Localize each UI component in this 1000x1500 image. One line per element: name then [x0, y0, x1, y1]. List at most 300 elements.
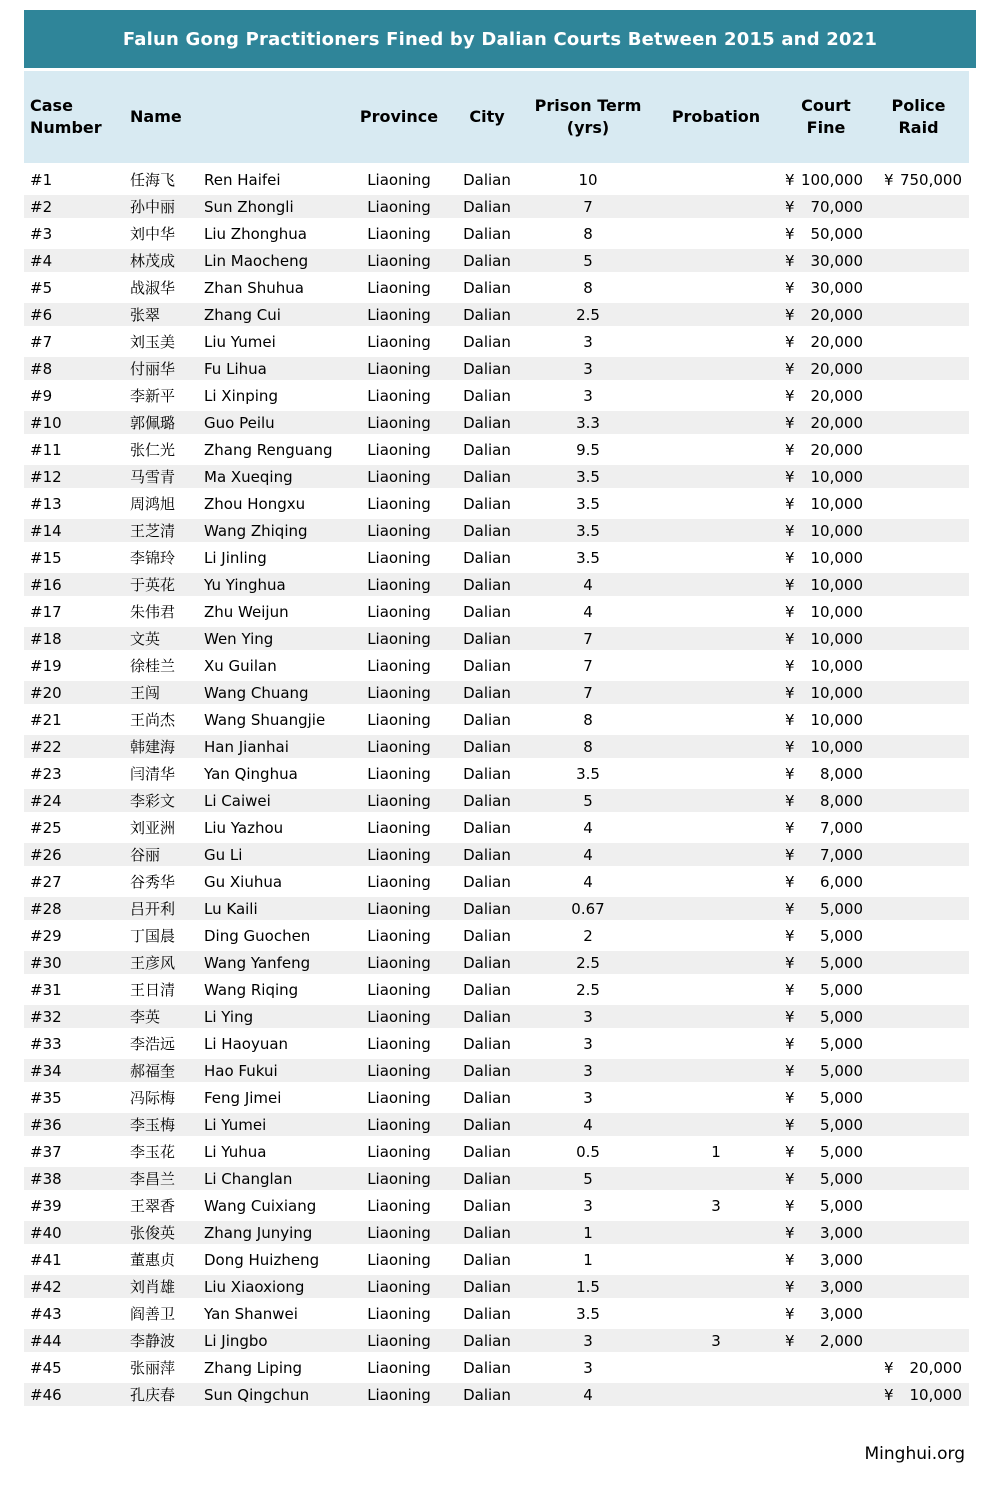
- court-fine-cell: [784, 870, 868, 897]
- probation-cell: [648, 789, 784, 816]
- table-row: [24, 978, 969, 1005]
- name-english-cell: Ma Xueqing: [204, 465, 352, 492]
- probation-cell: [648, 438, 784, 465]
- case-number-cell: #23: [24, 762, 128, 789]
- table-row: [24, 1248, 969, 1275]
- province-cell: Liaoning: [352, 357, 446, 384]
- name-english-cell: Liu Yumei: [204, 330, 352, 357]
- police-raid-cell: [868, 924, 969, 951]
- name-english-cell: Yu Yinghua: [204, 573, 352, 600]
- table-row: [24, 1113, 969, 1140]
- police-raid-cell: [868, 1140, 969, 1167]
- amount: 7,000: [820, 818, 863, 837]
- name-chinese-cell: 刘肖雄: [128, 1275, 204, 1302]
- city-cell: Dalian: [446, 357, 528, 384]
- probation-cell: [648, 843, 784, 870]
- province-cell: Liaoning: [352, 681, 446, 708]
- police-raid-cell: [868, 195, 969, 222]
- name-chinese-cell: 李玉花: [128, 1140, 204, 1167]
- amount: 5,000: [820, 1115, 863, 1134]
- probation-cell: [648, 978, 784, 1005]
- amount: 70,000: [810, 197, 863, 216]
- amount: 5,000: [820, 1061, 863, 1080]
- city-cell: Dalian: [446, 384, 528, 411]
- prison-term-cell: 3: [528, 384, 648, 411]
- table-row: [24, 492, 969, 519]
- name-english-cell: Yan Qinghua: [204, 762, 352, 789]
- police-raid-cell: [868, 681, 969, 708]
- case-number-cell: #42: [24, 1275, 128, 1302]
- case-number-cell: #6: [24, 303, 128, 330]
- currency-symbol: ¥: [884, 1385, 894, 1404]
- court-fine-cell: [784, 438, 868, 465]
- court-fine-cell: [784, 546, 868, 573]
- province-cell: Liaoning: [352, 816, 446, 843]
- province-cell: Liaoning: [352, 1248, 446, 1275]
- name-chinese-cell: 张翠: [128, 303, 204, 330]
- police-raid-cell: [868, 897, 969, 924]
- prison-term-cell: 3.5: [528, 465, 648, 492]
- case-number-cell: #29: [24, 924, 128, 951]
- court-fine-cell: [784, 1302, 868, 1329]
- name-chinese-cell: 王日清: [128, 978, 204, 1005]
- case-number-cell: #4: [24, 249, 128, 276]
- province-cell: Liaoning: [352, 1005, 446, 1032]
- province-cell: Liaoning: [352, 1140, 446, 1167]
- province-cell: Liaoning: [352, 951, 446, 978]
- name-chinese-cell: 李新平: [128, 384, 204, 411]
- amount: 10,000: [810, 602, 863, 621]
- amount: 10,000: [810, 521, 863, 540]
- police-raid-cell: [868, 1275, 969, 1302]
- city-cell: Dalian: [446, 438, 528, 465]
- currency-symbol: ¥: [785, 548, 795, 567]
- city-cell: Dalian: [446, 708, 528, 735]
- name-chinese-cell: 任海飞: [128, 168, 204, 195]
- province-cell: Liaoning: [352, 1329, 446, 1356]
- court-fine-cell: [784, 708, 868, 735]
- amount: 50,000: [810, 224, 863, 243]
- table-row: [24, 195, 969, 222]
- currency-symbol: ¥: [785, 899, 795, 918]
- name-english-cell: Liu Yazhou: [204, 816, 352, 843]
- case-number-cell: #32: [24, 1005, 128, 1032]
- police-raid-cell: [868, 330, 969, 357]
- probation-cell: [648, 924, 784, 951]
- amount: 3,000: [820, 1304, 863, 1323]
- table-row: [24, 1329, 969, 1356]
- police-raid-cell: [868, 1356, 969, 1383]
- prison-term-cell: 8: [528, 222, 648, 249]
- city-cell: Dalian: [446, 1248, 528, 1275]
- amount: 8,000: [820, 764, 863, 783]
- table-row: [24, 708, 969, 735]
- police-raid-cell: [868, 1113, 969, 1140]
- amount: 20,000: [810, 332, 863, 351]
- name-english-cell: Wang Yanfeng: [204, 951, 352, 978]
- table-row: [24, 384, 969, 411]
- amount: 20,000: [810, 305, 863, 324]
- court-fine-cell: [784, 627, 868, 654]
- police-raid-cell: [868, 411, 969, 438]
- case-number-cell: #12: [24, 465, 128, 492]
- name-english-cell: Zhang Liping: [204, 1356, 352, 1383]
- court-fine-cell: [784, 222, 868, 249]
- police-raid-cell: [868, 762, 969, 789]
- prison-term-cell: 3: [528, 1005, 648, 1032]
- police-raid-cell: [868, 843, 969, 870]
- name-english-cell: Li Caiwei: [204, 789, 352, 816]
- name-chinese-cell: 林茂成: [128, 249, 204, 276]
- probation-cell: 1: [648, 1140, 784, 1167]
- name-chinese-cell: 王尚杰: [128, 708, 204, 735]
- police-raid-cell: [868, 1302, 969, 1329]
- city-cell: Dalian: [446, 1302, 528, 1329]
- currency-symbol: ¥: [785, 818, 795, 837]
- court-fine-cell: [784, 465, 868, 492]
- court-fine-cell: [784, 1383, 868, 1410]
- case-number-cell: #8: [24, 357, 128, 384]
- province-cell: Liaoning: [352, 303, 446, 330]
- currency-symbol: ¥: [785, 683, 795, 702]
- province-cell: Liaoning: [352, 546, 446, 573]
- table-row: [24, 1086, 969, 1113]
- province-cell: Liaoning: [352, 411, 446, 438]
- police-raid-cell: [868, 735, 969, 762]
- city-cell: Dalian: [446, 1005, 528, 1032]
- city-cell: Dalian: [446, 600, 528, 627]
- province-cell: Liaoning: [352, 330, 446, 357]
- court-fine-cell: [784, 492, 868, 519]
- case-number-cell: #5: [24, 276, 128, 303]
- table-row: [24, 1059, 969, 1086]
- currency-symbol: ¥: [785, 494, 795, 513]
- name-english-cell: Gu Li: [204, 843, 352, 870]
- amount: 10,000: [810, 656, 863, 675]
- court-fine-cell: [784, 330, 868, 357]
- table-row: [24, 249, 969, 276]
- court-fine-cell: [784, 924, 868, 951]
- name-chinese-cell: 王芝清: [128, 519, 204, 546]
- table-row: [24, 1005, 969, 1032]
- source-credit: Minghui.org: [864, 1444, 965, 1464]
- amount: 3,000: [820, 1250, 863, 1269]
- prison-term-cell: 3.5: [528, 546, 648, 573]
- name-english-cell: Wang Chuang: [204, 681, 352, 708]
- court-fine-cell: [784, 681, 868, 708]
- court-fine-cell: [784, 762, 868, 789]
- prison-term-cell: 5: [528, 249, 648, 276]
- currency-symbol: ¥: [785, 575, 795, 594]
- city-cell: Dalian: [446, 168, 528, 195]
- city-cell: Dalian: [446, 1275, 528, 1302]
- police-raid-cell: [868, 438, 969, 465]
- prison-term-cell: 2: [528, 924, 648, 951]
- currency-symbol: ¥: [785, 845, 795, 864]
- probation-cell: [648, 1113, 784, 1140]
- amount: 20,000: [810, 359, 863, 378]
- probation-cell: [648, 1167, 784, 1194]
- table-row: [24, 681, 969, 708]
- city-cell: Dalian: [446, 1032, 528, 1059]
- probation-cell: [648, 627, 784, 654]
- court-fine-cell: [784, 1032, 868, 1059]
- prison-term-cell: 7: [528, 681, 648, 708]
- currency-symbol: ¥: [785, 1250, 795, 1269]
- prison-term-cell: 2.5: [528, 951, 648, 978]
- currency-symbol: ¥: [785, 1277, 795, 1296]
- prison-term-cell: 2.5: [528, 978, 648, 1005]
- name-english-cell: Ding Guochen: [204, 924, 352, 951]
- city-cell: Dalian: [446, 573, 528, 600]
- court-fine-cell: [784, 303, 868, 330]
- name-english-cell: Wang Riqing: [204, 978, 352, 1005]
- name-chinese-cell: 谷丽: [128, 843, 204, 870]
- name-english-cell: Li Jinling: [204, 546, 352, 573]
- city-cell: Dalian: [446, 681, 528, 708]
- name-english-cell: Zhang Cui: [204, 303, 352, 330]
- case-number-cell: #33: [24, 1032, 128, 1059]
- case-number-cell: #36: [24, 1113, 128, 1140]
- name-english-cell: Li Haoyuan: [204, 1032, 352, 1059]
- case-number-cell: #41: [24, 1248, 128, 1275]
- table-row: [24, 1275, 969, 1302]
- column-header-city: City: [446, 71, 528, 168]
- city-cell: Dalian: [446, 789, 528, 816]
- table-row: [24, 627, 969, 654]
- name-english-cell: Fu Lihua: [204, 357, 352, 384]
- case-number-cell: #22: [24, 735, 128, 762]
- table-row: [24, 411, 969, 438]
- case-number-cell: #38: [24, 1167, 128, 1194]
- province-cell: Liaoning: [352, 1086, 446, 1113]
- probation-cell: [648, 816, 784, 843]
- police-raid-cell: [868, 303, 969, 330]
- table-head: [24, 71, 969, 168]
- probation-cell: [648, 384, 784, 411]
- prison-term-cell: 3: [528, 1356, 648, 1383]
- case-number-cell: #16: [24, 573, 128, 600]
- court-fine-cell: [784, 573, 868, 600]
- table-body: [24, 168, 969, 1410]
- prison-term-cell: 1: [528, 1221, 648, 1248]
- police-raid-cell: [868, 600, 969, 627]
- name-chinese-cell: 李彩文: [128, 789, 204, 816]
- amount: 10,000: [810, 737, 863, 756]
- court-fine-cell: [784, 195, 868, 222]
- case-number-cell: #17: [24, 600, 128, 627]
- police-raid-cell: [868, 222, 969, 249]
- amount: 20,000: [810, 413, 863, 432]
- table-row: [24, 465, 969, 492]
- name-english-cell: Dong Huizheng: [204, 1248, 352, 1275]
- case-number-cell: #43: [24, 1302, 128, 1329]
- currency-symbol: ¥: [785, 602, 795, 621]
- amount: 10,000: [810, 467, 863, 486]
- name-chinese-cell: 闫清华: [128, 762, 204, 789]
- name-chinese-cell: 付丽华: [128, 357, 204, 384]
- province-cell: Liaoning: [352, 843, 446, 870]
- city-cell: Dalian: [446, 1221, 528, 1248]
- table-row: [24, 573, 969, 600]
- name-chinese-cell: 董惠贞: [128, 1248, 204, 1275]
- name-english-cell: Liu Zhonghua: [204, 222, 352, 249]
- prison-term-cell: 3.3: [528, 411, 648, 438]
- probation-cell: [648, 1221, 784, 1248]
- police-raid-cell: [868, 276, 969, 303]
- city-cell: Dalian: [446, 195, 528, 222]
- table-row: [24, 357, 969, 384]
- police-raid-cell: [868, 573, 969, 600]
- name-chinese-cell: 张仁光: [128, 438, 204, 465]
- name-chinese-cell: 马雪青: [128, 465, 204, 492]
- city-cell: Dalian: [446, 816, 528, 843]
- prison-term-cell: 3: [528, 1059, 648, 1086]
- case-number-cell: #31: [24, 978, 128, 1005]
- case-number-cell: #1: [24, 168, 128, 195]
- table-row: [24, 303, 969, 330]
- name-english-cell: Li Changlan: [204, 1167, 352, 1194]
- name-chinese-cell: 李锦玲: [128, 546, 204, 573]
- probation-cell: [648, 330, 784, 357]
- table-row: [24, 789, 969, 816]
- court-fine-cell: [784, 1140, 868, 1167]
- police-raid-cell: [868, 492, 969, 519]
- probation-cell: [648, 897, 784, 924]
- probation-cell: [648, 411, 784, 438]
- police-raid-cell: [868, 1167, 969, 1194]
- prison-term-cell: 3: [528, 1086, 648, 1113]
- prison-term-cell: 4: [528, 816, 648, 843]
- currency-symbol: ¥: [785, 1142, 795, 1161]
- police-raid-cell: [868, 654, 969, 681]
- table-row: [24, 1356, 969, 1383]
- amount: 20,000: [810, 440, 863, 459]
- name-english-cell: Guo Peilu: [204, 411, 352, 438]
- probation-cell: [648, 465, 784, 492]
- amount: 20,000: [909, 1358, 962, 1377]
- province-cell: Liaoning: [352, 492, 446, 519]
- name-english-cell: Zhu Weijun: [204, 600, 352, 627]
- police-raid-cell: [868, 816, 969, 843]
- case-number-cell: #28: [24, 897, 128, 924]
- case-number-cell: #46: [24, 1383, 128, 1410]
- probation-cell: [648, 1086, 784, 1113]
- city-cell: Dalian: [446, 762, 528, 789]
- court-fine-cell: [784, 1329, 868, 1356]
- case-number-cell: #34: [24, 1059, 128, 1086]
- probation-cell: [648, 276, 784, 303]
- city-cell: Dalian: [446, 411, 528, 438]
- name-english-cell: Zhan Shuhua: [204, 276, 352, 303]
- prison-term-cell: 3.5: [528, 492, 648, 519]
- court-fine-cell: [784, 1005, 868, 1032]
- city-cell: Dalian: [446, 330, 528, 357]
- probation-cell: [648, 1032, 784, 1059]
- case-number-cell: #18: [24, 627, 128, 654]
- city-cell: Dalian: [446, 897, 528, 924]
- province-cell: Liaoning: [352, 870, 446, 897]
- amount: 10,000: [810, 710, 863, 729]
- amount: 10,000: [810, 548, 863, 567]
- name-english-cell: Lu Kaili: [204, 897, 352, 924]
- prison-term-cell: 10: [528, 168, 648, 195]
- province-cell: Liaoning: [352, 978, 446, 1005]
- name-chinese-cell: 郭佩璐: [128, 411, 204, 438]
- prison-term-cell: 7: [528, 654, 648, 681]
- currency-symbol: ¥: [785, 1331, 795, 1350]
- prison-term-cell: 4: [528, 573, 648, 600]
- currency-symbol: ¥: [884, 1358, 894, 1377]
- city-cell: Dalian: [446, 1356, 528, 1383]
- prison-term-cell: 4: [528, 1113, 648, 1140]
- court-fine-cell: [784, 384, 868, 411]
- city-cell: Dalian: [446, 465, 528, 492]
- court-fine-cell: [784, 168, 868, 195]
- name-english-cell: Gu Xiuhua: [204, 870, 352, 897]
- name-chinese-cell: 丁国晨: [128, 924, 204, 951]
- prison-term-cell: 4: [528, 843, 648, 870]
- province-cell: Liaoning: [352, 573, 446, 600]
- court-fine-cell: [784, 1221, 868, 1248]
- name-english-cell: Wang Zhiqing: [204, 519, 352, 546]
- prison-term-cell: 3: [528, 1194, 648, 1221]
- table-title-bar: [24, 10, 976, 68]
- amount: 10,000: [909, 1385, 962, 1404]
- case-number-cell: #30: [24, 951, 128, 978]
- name-chinese-cell: 于英花: [128, 573, 204, 600]
- court-fine-cell: [784, 789, 868, 816]
- prison-term-cell: 3.5: [528, 1302, 648, 1329]
- province-cell: Liaoning: [352, 384, 446, 411]
- probation-cell: [648, 1275, 784, 1302]
- case-number-cell: #10: [24, 411, 128, 438]
- province-cell: Liaoning: [352, 222, 446, 249]
- name-english-cell: Wang Cuixiang: [204, 1194, 352, 1221]
- case-number-cell: #14: [24, 519, 128, 546]
- table-row: [24, 276, 969, 303]
- name-chinese-cell: 冯际梅: [128, 1086, 204, 1113]
- name-english-cell: Sun Zhongli: [204, 195, 352, 222]
- table-row: [24, 654, 969, 681]
- currency-symbol: ¥: [785, 305, 795, 324]
- city-cell: Dalian: [446, 1194, 528, 1221]
- probation-cell: [648, 681, 784, 708]
- amount: 5,000: [820, 1007, 863, 1026]
- name-chinese-cell: 文英: [128, 627, 204, 654]
- province-cell: Liaoning: [352, 735, 446, 762]
- province-cell: Liaoning: [352, 762, 446, 789]
- name-english-cell: Wang Shuangjie: [204, 708, 352, 735]
- amount: 20,000: [810, 386, 863, 405]
- court-fine-cell: [784, 951, 868, 978]
- probation-cell: [648, 357, 784, 384]
- province-cell: Liaoning: [352, 519, 446, 546]
- probation-cell: [648, 492, 784, 519]
- police-raid-cell: [868, 465, 969, 492]
- city-cell: Dalian: [446, 978, 528, 1005]
- name-english-cell: Li Jingbo: [204, 1329, 352, 1356]
- name-chinese-cell: 阎善卫: [128, 1302, 204, 1329]
- city-cell: Dalian: [446, 1329, 528, 1356]
- amount: 5,000: [820, 899, 863, 918]
- court-fine-cell: [784, 897, 868, 924]
- name-english-cell: Yan Shanwei: [204, 1302, 352, 1329]
- currency-symbol: ¥: [785, 1223, 795, 1242]
- table-row: [24, 843, 969, 870]
- amount: 5,000: [820, 980, 863, 999]
- name-english-cell: Hao Fukui: [204, 1059, 352, 1086]
